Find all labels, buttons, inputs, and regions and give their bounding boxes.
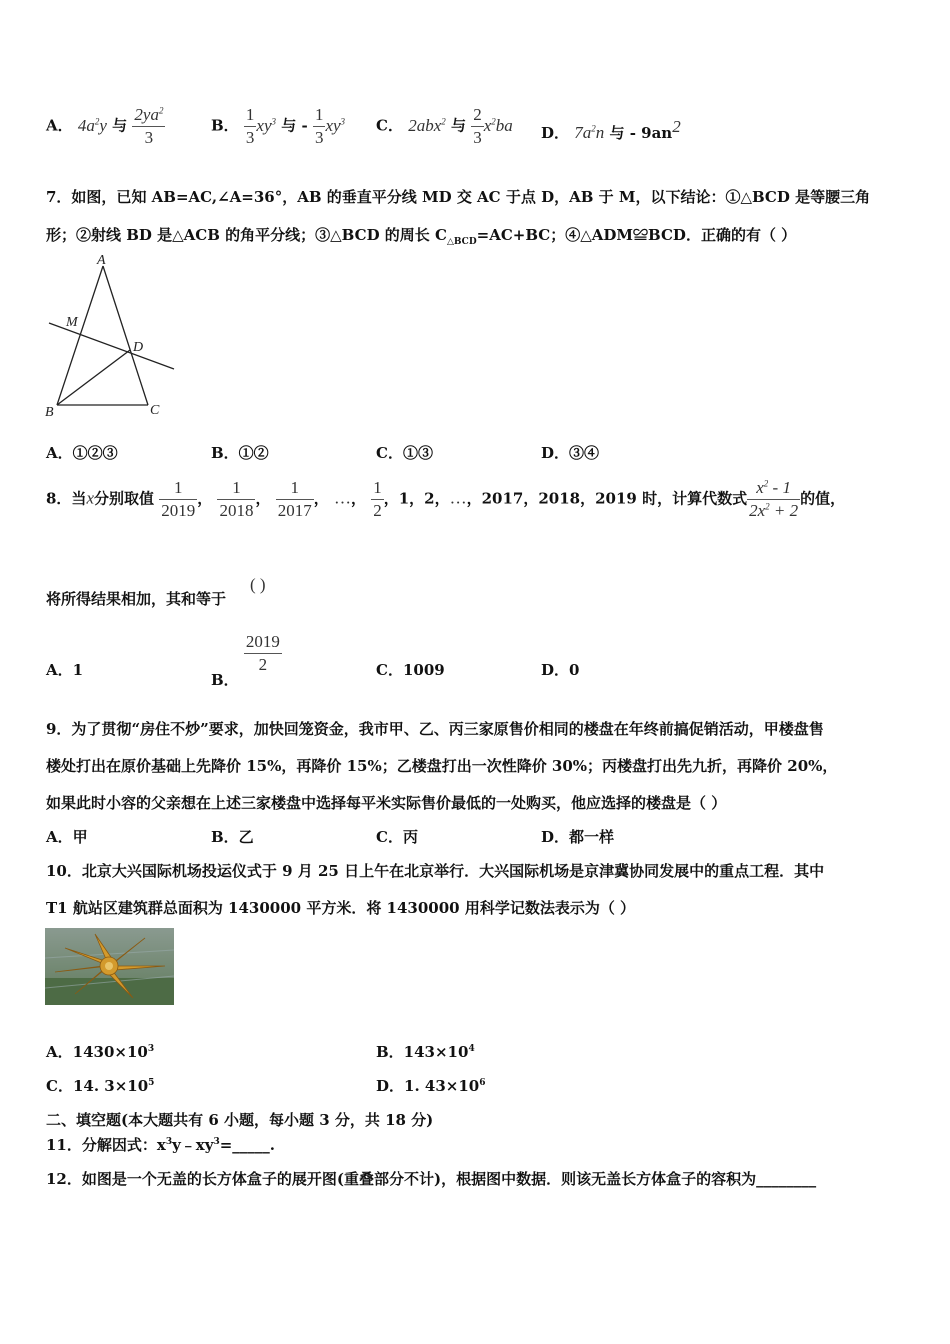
q10-stem-line1: 10．北京大兴国际机场投运仪式于 9 月 25 日上午在北京举行．大兴国际机场是京津冀协同发展中的重点工程．其中	[46, 862, 825, 880]
q6-option-b: B． $\frac{1}{3}$ $xy^3$ 与 - $\frac{1}{3}$ $xy^3$	[211, 105, 346, 147]
q8-stem-line1: 8．当x分别取值 $\frac{1}{2019}$ ， $\frac{1}{2018}$ ， $\frac{1}{2017}$ ， …， $\frac{1}{2}$ ，1，2，…，2017，2018，2019 时，计算代数式 $\frac{x^2 - 1}{2x^2 + 2}$ 的值，	[46, 478, 846, 520]
q8-stem-line2: 将所得结果相加，其和等于	[46, 590, 227, 608]
segment-ac	[103, 266, 148, 405]
q11-stem: 11．分解因式：$x^3y﹣xy^3=\_\_\_\_\_$.	[46, 1136, 276, 1154]
q8-answer-paren: ( )	[250, 575, 266, 594]
segment-ab	[57, 266, 103, 405]
q6-option-a: A． $4a^2y$ 与 $\frac{2ya^2}{3}$	[46, 105, 164, 147]
q8-option-b: B． $\frac{2019}{2}$	[211, 632, 280, 689]
q7-option-d: D．③④	[541, 444, 600, 462]
q9-stem-line3: 如果此时小容的父亲想在上述三家楼盘中选择每平米实际售价最低的一处购买，他应选择的楼盘是（ ）	[46, 794, 727, 812]
q9-option-d: D．都一样	[541, 828, 615, 846]
q10-option-d: D．1. $43\times 10^6$	[376, 1077, 486, 1095]
q9-option-c: C．丙	[376, 828, 418, 846]
q8-option-d: D．0	[541, 661, 580, 679]
q8-option-a: A．1	[46, 661, 84, 679]
q10-option-a: A．$1430\times 10^3$	[46, 1043, 155, 1061]
airport-photo	[45, 928, 174, 1005]
q7-option-c: C．①③	[376, 444, 433, 462]
label-m: M	[66, 315, 78, 330]
q10-option-c: C．14. $3\times 10^5$	[46, 1077, 155, 1095]
q10-option-b: B．$143\times 10^4$	[376, 1043, 475, 1061]
q10-stem-line2: T1 航站区建筑群总面积为 1430000 平方米．将 1430000 用科学记数法表示为（ ）	[46, 899, 636, 917]
section-2-title: 二、填空题(本大题共有 6 小题，每小题 3 分，共 18 分)	[46, 1111, 434, 1129]
label-d: D	[133, 340, 144, 355]
q9-option-a: A．甲	[46, 828, 88, 846]
q9-stem-line2: 楼处打出在原价基础上先降价 15%，再降价 15%；乙楼盘打出一次性降价 30%；丙楼盘打出先九折，再降价 20%，	[46, 757, 838, 775]
q9-stem-line1: 9．为了贯彻“房住不炒”要求，加快回笼资金，我市甲、乙、丙三家原售价相同的楼盘在年终前搞促销活动，甲楼盘售	[46, 720, 824, 738]
q7-option-b: B．①②	[211, 444, 269, 462]
q6-option-d: D． $7a^2n$ 与 - $9an^2$	[541, 117, 681, 142]
q7-stem-line2: 形；②射线 BD 是△ACB 的角平分线；③△BCD 的周长 $C_{\triangle BCD}=AC+BC$；④△ADM≌BCD．正确的有（ ）	[46, 226, 797, 247]
q12-stem: 12．如图是一个无盖的长方体盒子的展开图(重叠部分不计)，根据图中数据．则该无盖长方体盒子的容积为________	[46, 1170, 817, 1188]
q7-triangle-figure	[44, 252, 184, 422]
q6-a-fraction: $\frac{2ya^2}{3}$	[134, 105, 164, 147]
q8-expression-fraction: $\frac{x^2 - 1}{2x^2 + 2}$	[749, 478, 799, 520]
q6-option-c: C． 2abx$^2$ 与 $\frac{2}{3}$ $x^2ba$	[376, 105, 513, 147]
label-b: B	[45, 405, 54, 420]
q9-option-b: B．乙	[211, 828, 254, 846]
label-c: C	[150, 403, 160, 418]
segment-bd	[57, 350, 130, 405]
q7-stem-line1: 7．如图，已知 AB=AC,∠A=36°，AB 的垂直平分线 MD 交 AC 于点 D，AB 于 M，以下结论：①△BCD 是等腰三角	[46, 188, 871, 206]
q8-option-c: C．1009	[376, 661, 445, 679]
q7-option-a: A．①②③	[46, 444, 118, 462]
label-a: A	[97, 253, 106, 268]
